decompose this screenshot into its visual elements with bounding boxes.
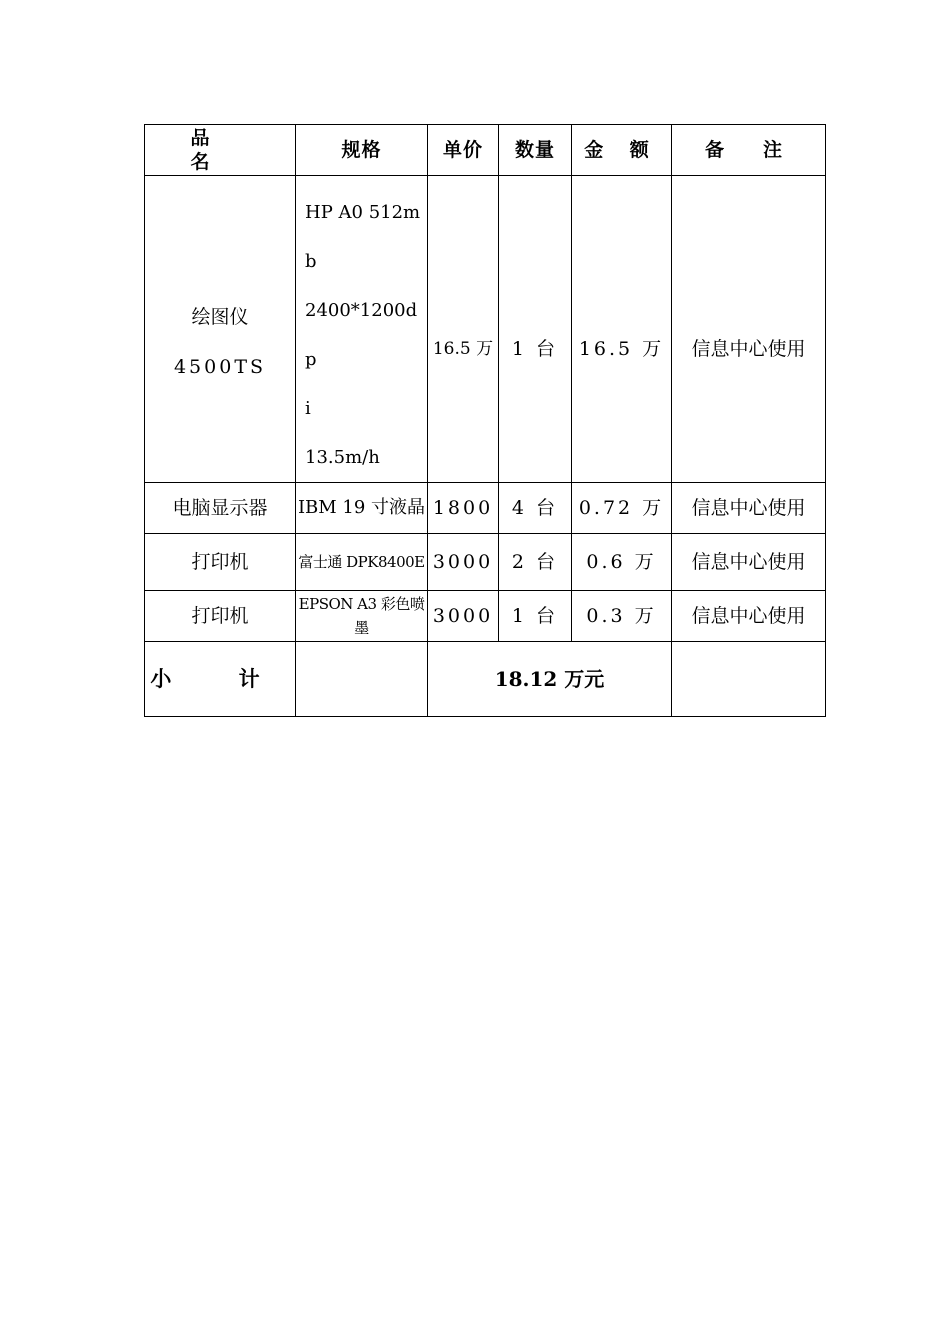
row-product-name: 电脑显示器 [145, 483, 296, 534]
row-spec [296, 176, 428, 483]
row-product-name: 打印机 [145, 534, 296, 591]
table-row [145, 534, 826, 591]
row-quantity: 2 台 [499, 534, 572, 591]
spec-line: 13.5m/h [305, 447, 380, 468]
spec-line: 2400*1200dp [305, 300, 418, 370]
subtotal-label: 小 计 [145, 642, 296, 717]
row-product-name: 打印机 [145, 591, 296, 642]
table-row [145, 483, 826, 534]
row-note: 信息中心使用 [672, 534, 826, 591]
row-note: 信息中心使用 [672, 591, 826, 642]
row-quantity: 1 台 [499, 591, 572, 642]
subtotal-value: 18.12 万元 [428, 642, 672, 717]
row-product-name [145, 176, 296, 483]
row-amount: 0.3 万 [572, 591, 672, 642]
row-quantity: 1 台 [499, 176, 572, 483]
table-row [145, 591, 826, 642]
row-spec: 富士通 DPK8400E [296, 534, 428, 591]
header-spec: 规格 [296, 125, 428, 176]
product-model-line: 4500TS [173, 356, 267, 378]
row-amount: 0.72 万 [572, 483, 672, 534]
equipment-table [144, 124, 826, 717]
row-spec: EPSON A3 彩色喷墨 [296, 591, 428, 642]
row-note: 信息中心使用 [672, 176, 826, 483]
row-unit-price: 3000 [428, 534, 499, 591]
row-unit-price: 1800 [428, 483, 499, 534]
subtotal-note-cell [672, 642, 826, 717]
spec-line: i [305, 398, 311, 419]
row-amount: 16.5 万 [572, 176, 672, 483]
header-unit-price: 单价 [428, 125, 499, 176]
row-note: 信息中心使用 [672, 483, 826, 534]
spec-line: HP A0 512mb [305, 202, 421, 272]
header-product-name: 品 名 [145, 125, 296, 176]
product-name-line: 绘图仪 [191, 306, 249, 328]
row-unit-price: 3000 [428, 591, 499, 642]
row-quantity: 4 台 [499, 483, 572, 534]
table-header-row [145, 125, 826, 176]
row-amount: 0.6 万 [572, 534, 672, 591]
subtotal-empty-cell [296, 642, 428, 717]
row-unit-price: 16.5 万 [428, 176, 499, 483]
header-quantity: 数量 [499, 125, 572, 176]
header-note: 备 注 [672, 125, 826, 176]
subtotal-row [145, 642, 826, 717]
row-spec: IBM 19 寸液晶 [296, 483, 428, 534]
table-row [145, 176, 826, 483]
header-amount: 金 额 [572, 125, 672, 176]
